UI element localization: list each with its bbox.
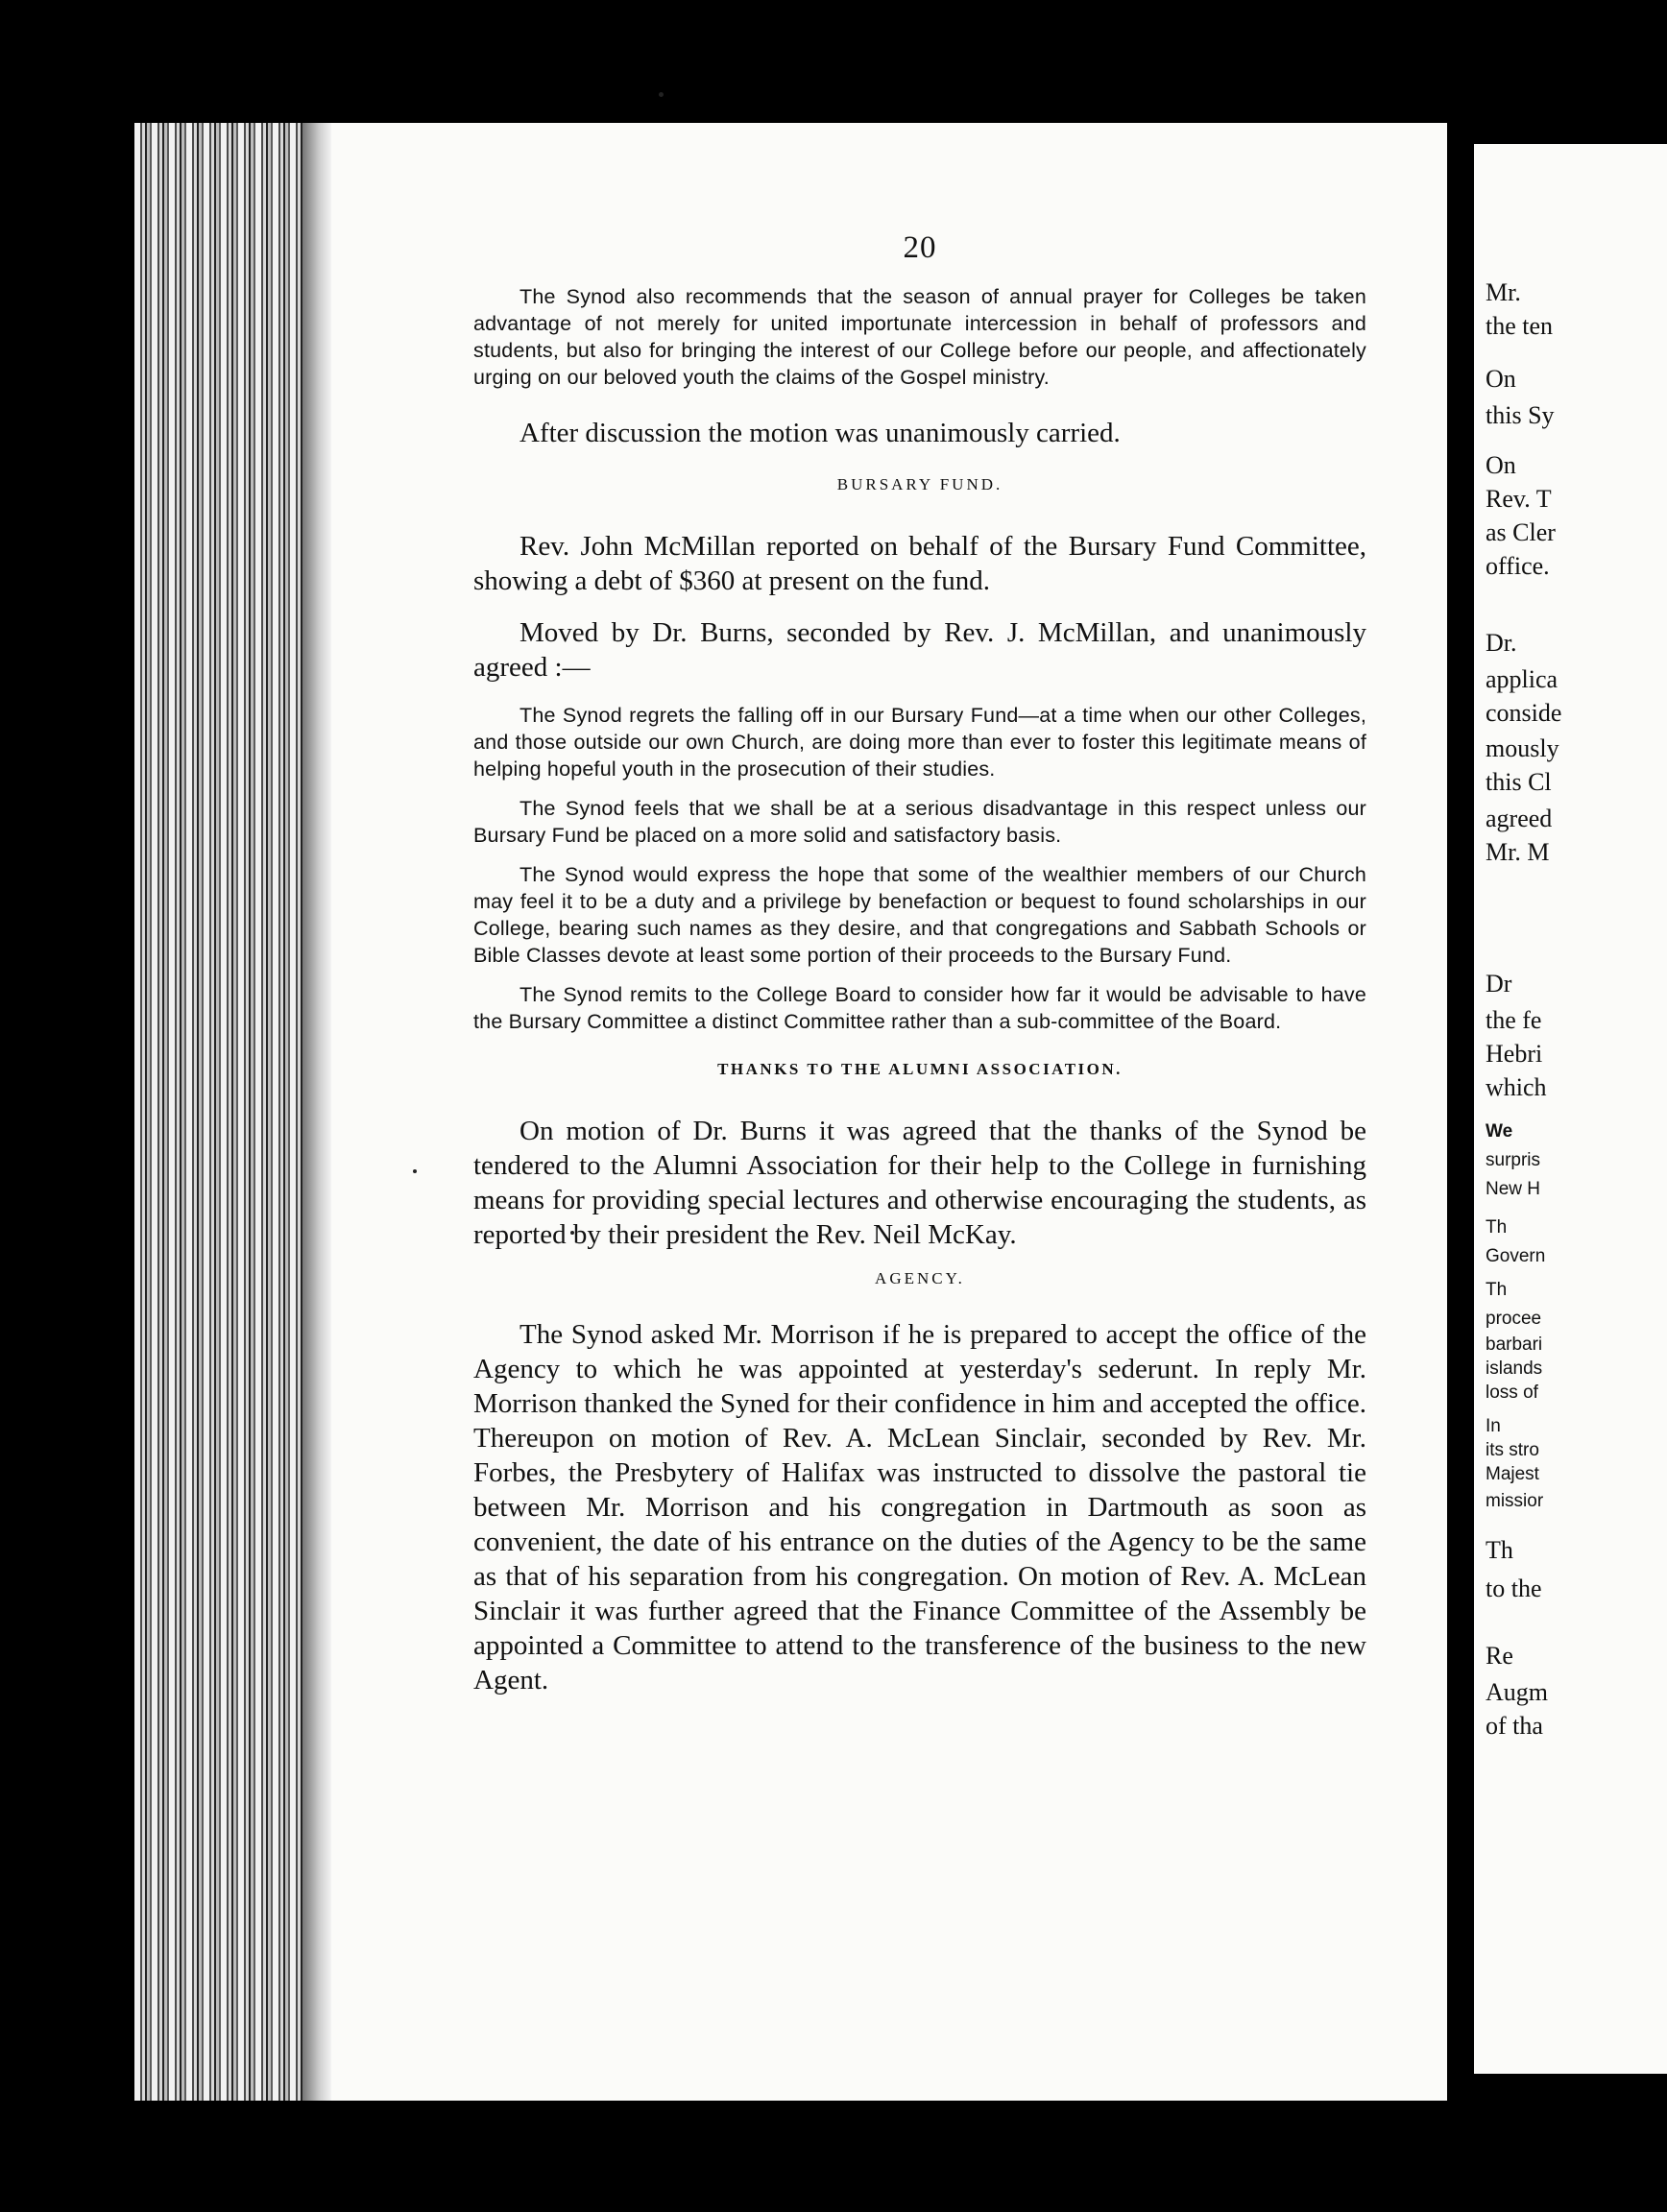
facing-page-text: Hebri	[1486, 1040, 1543, 1068]
bursary-resolution-3: The Synod would express the hope that some of the wealthier members of our Church may feel it to be a duty and a privilege by benefaction or bequest to found scholarships in our College, bearing such names as they desire, and that congregations and Sabbath Schools or Bible Classes devote at least some portion of their proceeds to the Bursary Fund.	[473, 863, 1366, 967]
page-number: 20	[903, 230, 937, 265]
bursary-resolution-1: The Synod regrets the falling off in our Bursary Fund—at a time when our other Colleges, and those outside our own Church, are doing more than ever to foster this legitimate means of helping hopeful youth in the prosecution of their studies.	[473, 704, 1366, 781]
facing-page-text: Rev. T	[1486, 485, 1552, 513]
facing-page-text: missior	[1486, 1491, 1544, 1511]
facing-page-text: the ten	[1486, 312, 1554, 340]
facing-page-text: this Cl	[1486, 768, 1552, 796]
facing-page-text: conside	[1486, 699, 1562, 727]
facing-page-text: Dr.	[1486, 629, 1517, 657]
facing-page-text: We	[1486, 1121, 1513, 1142]
book-page-edges	[134, 123, 331, 2101]
synod-prayer-recommendation: The Synod also recommends that the season of annual prayer for Colleges be taken advantage of not merely for united importunate intercession in behalf of professors and students, but also for bringing the interest of our College before our people, and affectionately urging on our beloved youth the claims of the Gospel ministry.	[473, 285, 1366, 389]
facing-page-text: office.	[1486, 552, 1550, 580]
facing-page-text: the fe	[1486, 1006, 1542, 1034]
facing-page-text: which	[1486, 1073, 1547, 1101]
facing-page-text: Th	[1486, 1217, 1508, 1238]
facing-page-text: to the	[1486, 1575, 1542, 1602]
facing-page-text: islands	[1486, 1358, 1543, 1379]
gutter-shadow	[1447, 123, 1474, 2101]
bursary-motion-paragraph: Moved by Dr. Burns, seconded by Rev. J. McMillan, and unanimously agreed :—	[473, 617, 1366, 683]
facing-page-text: barbari	[1486, 1334, 1543, 1355]
facing-page-text: In	[1486, 1416, 1501, 1436]
facing-page-text: agreed	[1486, 805, 1553, 832]
alumni-thanks-paragraph: On motion of Dr. Burns it was agreed that the thanks of the Synod be tendered to the Alumni Association for their help to the College in furnishing means for providing special lectures and otherwise encouraging the students, as reported by their president the Rev. Neil McKay.	[473, 1116, 1366, 1250]
facing-page-text: its stro	[1486, 1440, 1539, 1460]
facing-page-text: applica	[1486, 665, 1558, 693]
facing-page-text: Th	[1486, 1536, 1513, 1564]
facing-page-text: Govern	[1486, 1246, 1546, 1266]
bursary-report-paragraph: Rev. John McMillan reported on behalf of the Bursary Fund Committee, showing a debt of $360 at present on the fund.	[473, 531, 1366, 596]
facing-page-text: Augm	[1486, 1678, 1548, 1706]
page-content	[473, 230, 1366, 1715]
bursary-resolution-4: The Synod remits to the College Board to consider how far it would be advisable to have the Bursary Committee a distinct Committee rather than a sub-committee of the Board.	[473, 983, 1366, 1033]
section-heading-alumni-thanks: THANKS TO THE ALUMNI ASSOCIATION.	[717, 1060, 1123, 1078]
facing-page-text: Majest	[1486, 1464, 1539, 1484]
facing-page-text: procee	[1486, 1309, 1542, 1329]
facing-page-text: Th	[1486, 1280, 1508, 1300]
facing-page-text: Mr.	[1486, 278, 1521, 306]
facing-page-text: of tha	[1486, 1712, 1543, 1740]
facing-page-text: surpris	[1486, 1150, 1541, 1170]
facing-page-text: Re	[1486, 1642, 1513, 1670]
facing-page-text: loss of	[1486, 1382, 1538, 1403]
agency-paragraph: The Synod asked Mr. Morrison if he is prepared to accept the office of the Agency to which he was appointed at yesterday's sederunt. In reply Mr. Morrison thanked the Syned for their confidence in him and accepted the office. Thereupon on motion of Rev. A. McLean Sinclair, seconded by Rev. Mr. Forbes, the Presbytery of Halifax was instructed to dissolve the pastoral tie between Mr. Morrison and his congregation in Dartmouth as soon as convenient, the date of his entrance on the duties of the Agency to be the same as that of his separation from his congregation. On motion of Rev. A. McLean Sinclair it was further agreed that the Finance Committee of the Assembly be appointed a Committee to attend to the transference of the business to the new Agent.	[473, 1319, 1366, 1695]
facing-page-text: Mr. M	[1486, 838, 1550, 866]
facing-page-text: New H	[1486, 1179, 1541, 1199]
facing-page-text: mously	[1486, 734, 1559, 762]
motion-carried-paragraph: After discussion the motion was unanimously carried.	[519, 418, 1121, 448]
facing-page-text: On	[1486, 365, 1516, 393]
section-heading-bursary-fund: BURSARY FUND.	[836, 475, 1003, 493]
scan-speck	[413, 1169, 417, 1173]
scan-speck	[659, 92, 664, 97]
facing-page-text: On	[1486, 451, 1516, 479]
facing-page-fragment	[1474, 144, 1667, 2074]
facing-page-text: as Cler	[1486, 518, 1556, 546]
bursary-resolution-2: The Synod feels that we shall be at a serious disadvantage in this respect unless our Bursary Fund be placed on a more solid and satisfactory basis.	[473, 797, 1366, 847]
facing-page-text: Dr	[1486, 970, 1512, 998]
section-heading-agency: AGENCY.	[875, 1269, 965, 1287]
facing-page-text: this Sy	[1486, 401, 1555, 429]
